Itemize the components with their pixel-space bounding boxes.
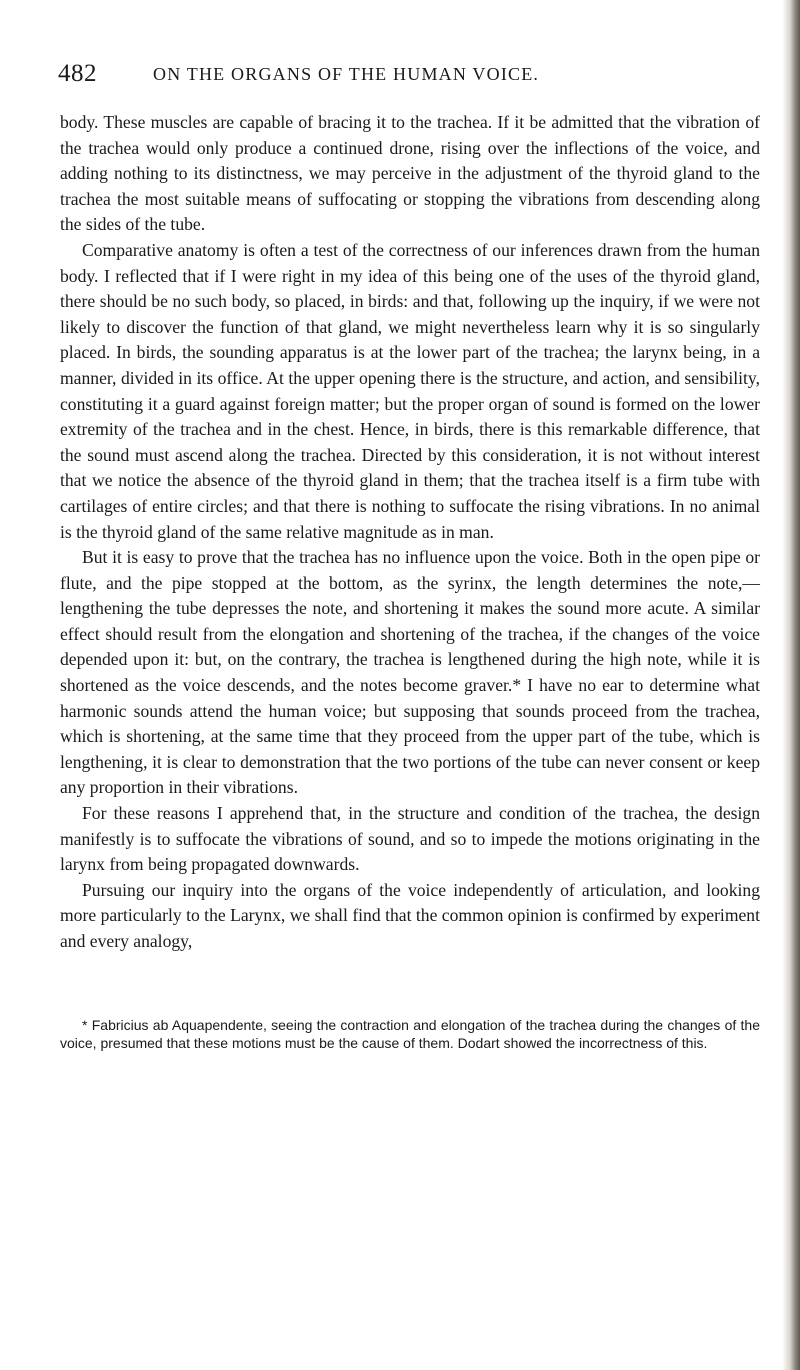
paragraph: Comparative anatomy is often a test of the correctness of our inferences drawn from the human body. I reflected that if I were right in my idea of this being one of the uses of the thyroid gland, there should be no such body, so placed, in birds: and that, following up the inquiry, if we were not likely to discover the function of that gland, we might nevertheless learn why it is so singularly placed. In birds, the sounding apparatus is at the lower part of the trachea; the larynx being, in a manner, divided in its office. At the upper opening there is the structure, and action, and sensibility, constituting it a guard against foreign matter; but the proper organ of sound is formed on the lower extremity of the trachea and in the chest. Hence, in birds, there is this remarkable difference, that the sound must ascend along the trachea. Directed by this consideration, it is not without interest that we notice the absence of the thyroid gland in them; that the trachea itself is a firm tube with cartilages of entire circles; and that there is nothing to suffocate the rising vibrations. In no animal is the thyroid gland of the same relative magnitude as in man. xyxy=(60,239,760,542)
running-head: ON THE ORGANS OF THE HUMAN VOICE. xyxy=(153,64,540,84)
paragraph: For these reasons I apprehend that, in the structure and condition of the trachea, the design manifestly is to suffocate the vibrations of sound, and so to impede the motions originating in the larynx from being propagated downwards. xyxy=(60,803,760,875)
footnote: * Fabricius ab Aquapendente, seeing the contraction and elongation of the trachea during the changes of the voice, presumed that these motions must be the cause of them. Dodart showed the incorrectness of this. xyxy=(60,1017,760,1051)
page-edge-shadow xyxy=(782,0,800,1370)
page-header xyxy=(58,60,758,90)
body-text xyxy=(60,110,760,955)
paragraph: body. These muscles are capable of bracing it to the trachea. If it be admitted that the vibration of the trachea would only produce a continued drone, rising over the inflections of the voice, and adding nothing to its distinctness, we may perceive in the adjustment of the thyroid gland to the trachea the most suitable means of suffocating or stopping the vibrations from descending along the sides of the tube. xyxy=(60,112,760,235)
paragraph: But it is easy to prove that the trachea has no influence upon the voice. Both in the open pipe or flute, and the pipe stopped at the bottom, as the syrinx, the length determines the note,—lengthening the tube depresses the note, and shortening it makes the sound more acute. A similar effect should result from the elongation and shortening of the trachea, if the changes of the voice depended upon it: but, on the contrary, the trachea is lengthened during the high note, while it is shortened as the voice descends, and the notes become graver.* I have no ear to determine what harmonic sounds attend the human voice; but supposing that sounds proceed from the trachea, which is shortening, at the same time that they proceed from the upper part of the tube, which is lengthening, it is clear to demonstration that the two portions of the tube can never consent or keep any proportion in their vibrations. xyxy=(60,547,760,798)
page-number: 482 xyxy=(58,60,97,87)
paragraph: Pursuing our inquiry into the organs of the voice independently of articulation, and looking more particularly to the Larynx, we shall find that the common opinion is confirmed by experiment and every analogy, xyxy=(60,879,760,951)
